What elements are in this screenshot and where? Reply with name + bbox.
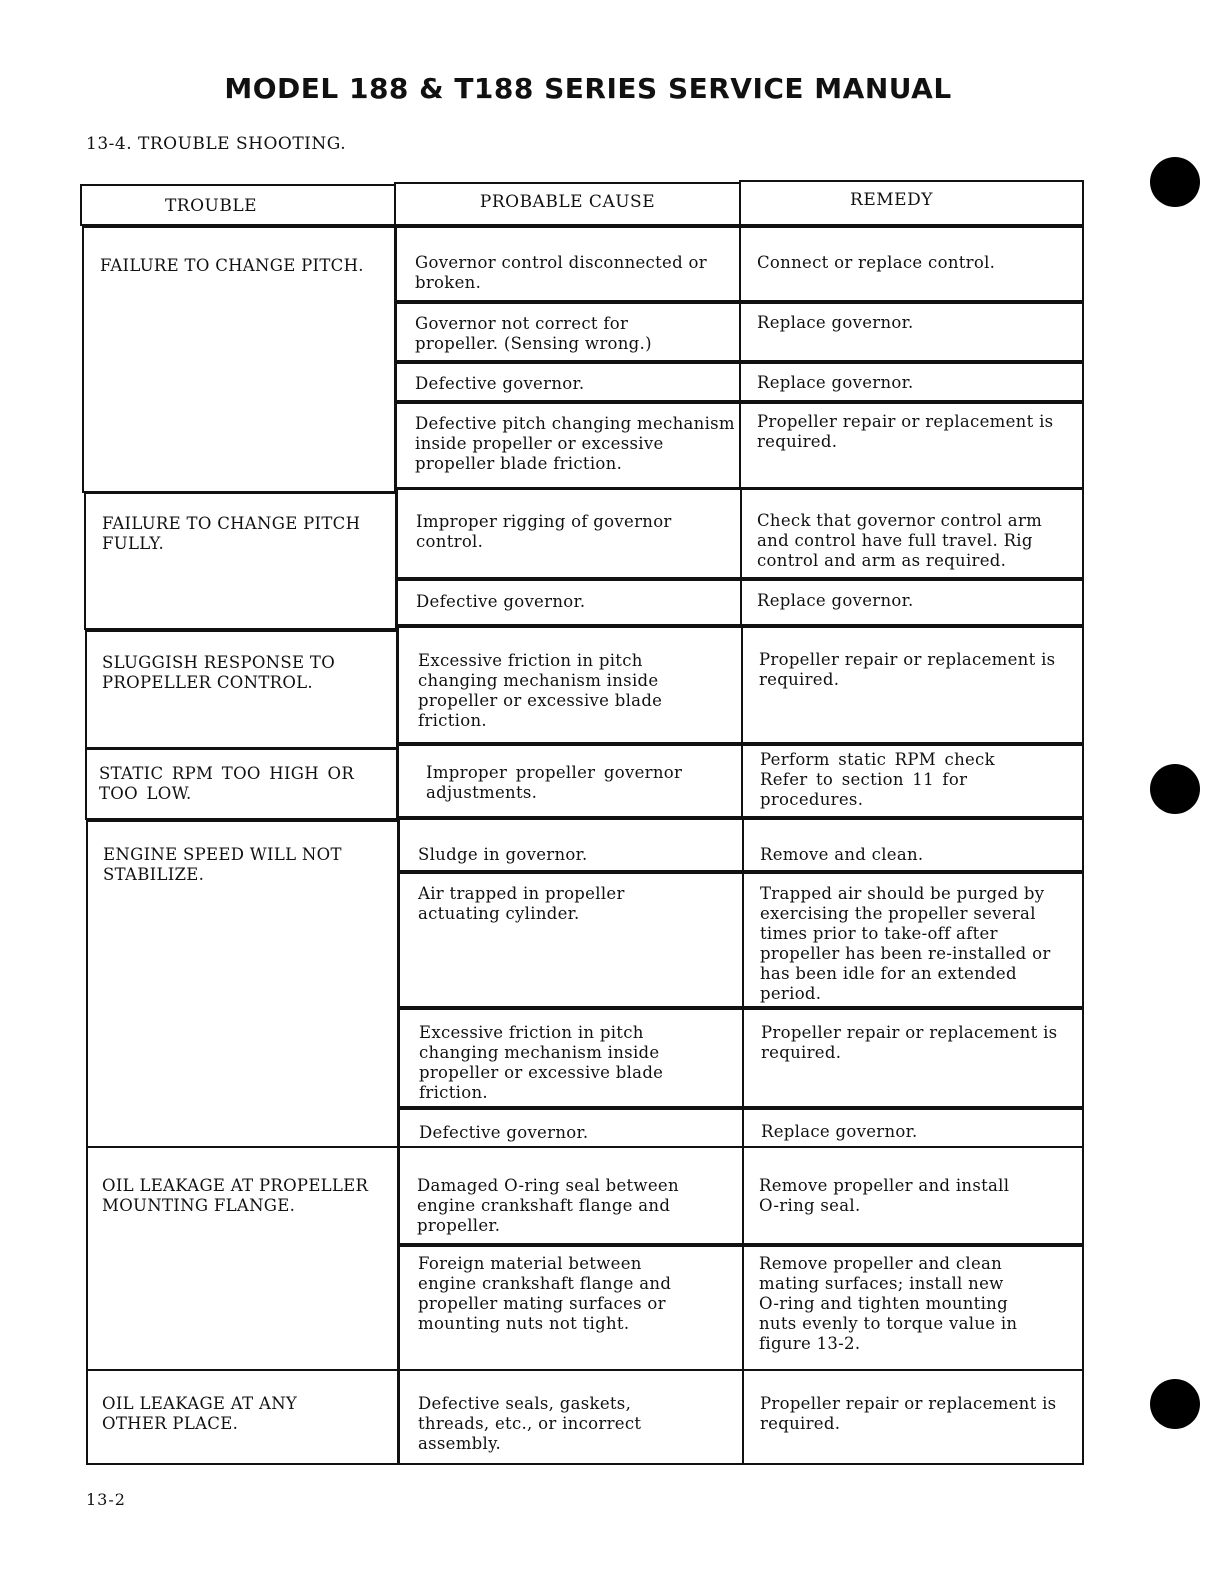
trouble-text: OIL LEAKAGE AT PROPELLER MOUNTING FLANGE. <box>102 1176 369 1215</box>
cause-divider <box>742 872 744 1008</box>
remedy-text: Perform static RPM check Refer to section 11 for procedures. <box>760 750 995 809</box>
cause-text: Foreign material between engine crankshaft flange and propeller mating surfaces or mounting nuts not tight. <box>418 1254 672 1333</box>
cause-divider <box>740 488 742 579</box>
cause-divider <box>740 579 742 626</box>
column-header: PROBABLE CAUSE <box>479 192 656 212</box>
cause-divider <box>739 402 741 489</box>
trouble-text: SLUGGISH RESPONSE TO PROPELLER CONTROL. <box>102 653 336 692</box>
remedy-text: Remove propeller and clean mating surfaces; install new O-ring and tighten mounting nuts evenly to torque value in figure 13-2. <box>759 1254 1018 1353</box>
remedy-text: Propeller repair or replacement is required. <box>761 1023 1058 1062</box>
cause-text: Excessive friction in pitch changing mechanism inside propeller or excessive blade friction. <box>418 651 663 730</box>
binder-hole-icon <box>1150 157 1200 207</box>
cause-text: Air trapped in propeller actuating cylinder. <box>418 884 625 923</box>
cause-text: Defective pitch changing mechanism inside propeller or excessive propeller blade friction. <box>415 414 735 473</box>
remedy-text: Remove and clean. <box>760 845 924 864</box>
trouble-text: FAILURE TO CHANGE PITCH. <box>100 256 364 275</box>
binder-hole-icon <box>1150 1379 1200 1429</box>
cause-divider <box>742 1008 744 1108</box>
column-header: TROUBLE <box>164 196 258 216</box>
cause-text: Defective governor. <box>416 592 586 611</box>
cause-text: Improper propeller governor adjustments. <box>426 763 683 802</box>
trouble-text: STATIC RPM TOO HIGH OR TOO LOW. <box>99 764 355 803</box>
trouble-text: OIL LEAKAGE AT ANY OTHER PLACE. <box>102 1394 298 1433</box>
remedy-text: Replace governor. <box>757 591 914 610</box>
cause-text: Defective seals, gaskets, threads, etc., or incorrect assembly. <box>418 1394 642 1453</box>
cause-text: Improper rigging of governor control. <box>416 512 672 551</box>
remedy-text: Propeller repair or replacement is required. <box>759 650 1056 689</box>
cause-divider <box>741 744 743 818</box>
cause-divider <box>742 1146 744 1245</box>
page-number: 13-2 <box>86 1490 126 1509</box>
cause-divider <box>742 1108 744 1148</box>
trouble-cell <box>84 492 397 630</box>
remedy-text: Trapped air should be purged by exercising the propeller several times prior to take-off after propeller has been re-installed or has been idle for an extended period. <box>760 884 1051 1003</box>
section-heading: 13-4. TROUBLE SHOOTING. <box>86 134 347 154</box>
remedy-text: Connect or replace control. <box>757 253 996 272</box>
cause-text: Defective governor. <box>419 1123 589 1142</box>
remedy-text: Check that governor control arm and control have full travel. Rig control and arm as required. <box>757 511 1043 570</box>
remedy-text: Replace governor. <box>761 1122 918 1141</box>
remedy-text: Remove propeller and install O-ring seal. <box>759 1176 1010 1215</box>
trouble-text: ENGINE SPEED WILL NOT STABILIZE. <box>103 845 342 884</box>
remedy-text: Replace governor. <box>757 313 914 332</box>
remedy-text: Propeller repair or replacement is required. <box>760 1394 1057 1433</box>
trouble-text: FAILURE TO CHANGE PITCH FULLY. <box>102 514 361 553</box>
cause-text: Excessive friction in pitch changing mechanism inside propeller or excessive blade friction. <box>419 1023 664 1102</box>
cause-divider <box>742 1369 744 1465</box>
column-header: REMEDY <box>850 190 933 210</box>
remedy-text: Replace governor. <box>757 373 914 392</box>
cause-text: Damaged O-ring seal between engine crankshaft flange and propeller. <box>417 1176 679 1235</box>
page-title: MODEL 188 & T188 SERIES SERVICE MANUAL <box>224 72 952 105</box>
cause-text: Defective governor. <box>415 374 585 393</box>
cause-divider <box>741 626 743 744</box>
cause-text: Sludge in governor. <box>418 845 588 864</box>
cause-divider <box>739 302 741 362</box>
cause-divider <box>742 818 744 872</box>
cause-text: Governor control disconnected or broken. <box>415 253 707 292</box>
cause-divider <box>742 1245 744 1371</box>
cause-divider <box>739 362 741 402</box>
remedy-text: Propeller repair or replacement is required. <box>757 412 1054 451</box>
cause-divider <box>739 226 741 302</box>
cause-text: Governor not correct for propeller. (Sensing wrong.) <box>415 314 652 353</box>
binder-hole-icon <box>1150 764 1200 814</box>
